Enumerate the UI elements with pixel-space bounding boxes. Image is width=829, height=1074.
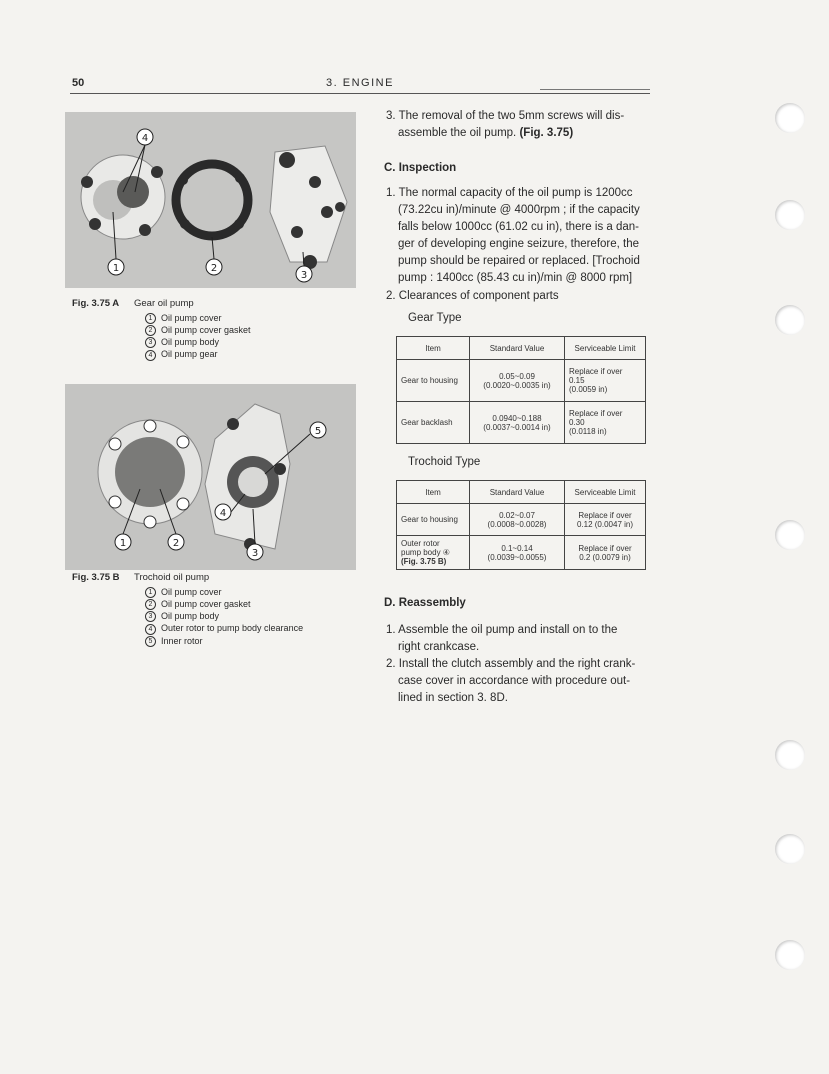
reassembly-paragraph-2: 2. Install the clutch assembly and the right crank- case cover in accordance with procedure out- lined in section 3. 8D. xyxy=(386,658,636,704)
table-row: Outer rotor pump body ④ (Fig. 3.75 B) 0.1~0.14 (0.0039~0.0055) Replace if over 0.2 (0.0079 in) xyxy=(397,536,646,570)
reassembly-heading: D. Reassembly xyxy=(384,597,466,609)
trochoid-type-label: Trochoid Type xyxy=(408,456,481,468)
fig-b-title: Trochoid oil pump xyxy=(134,572,210,583)
page-number: 50 xyxy=(72,77,85,89)
callout-1: 1 xyxy=(119,538,127,549)
binder-hole xyxy=(775,520,805,550)
trochoid-oil-pump-illustration xyxy=(65,384,356,570)
legend-item: 2 Oil pump cover gasket xyxy=(145,324,251,336)
legend-item: 2 Oil pump cover gasket xyxy=(145,598,303,610)
legend-item: 4 Oil pump gear xyxy=(145,348,251,360)
fig-a-label: Fig. 3.75 A xyxy=(72,298,120,309)
callout-3: 3 xyxy=(251,548,259,559)
callout-2: 2 xyxy=(172,538,180,549)
legend-item: 5 Inner rotor xyxy=(145,635,303,647)
fig-b-caption xyxy=(72,572,209,583)
binder-hole xyxy=(775,200,805,230)
fig-a-title: Gear oil pump xyxy=(134,298,194,309)
legend-item: 3 Oil pump body xyxy=(145,336,251,348)
gear-type-table: Item Standard Value Serviceable Limit Gear to housing 0.05~0.09 (0.0020~0.0035 in) Replace if over 0.15 (0.0059 in) Gear backlash 0.0940~0.188 (0.0037~0.0014 in) Replace if over 0.30 (0.0118 in) xyxy=(396,336,646,444)
table-row: Gear to housing 0.02~0.07 (0.0008~0.0028) Replace if over 0.12 (0.0047 in) xyxy=(397,504,646,536)
fig-b-legend xyxy=(145,586,303,647)
fig-a-caption xyxy=(72,298,194,309)
binder-hole xyxy=(775,834,805,864)
callout-2: 2 xyxy=(210,263,218,274)
inspection-paragraph-1: 1. The normal capacity of the oil pump is 1200cc (73.22cu in)/minute @ 4000rpm ; if the capacity falls below 1000cc (61.02 cu in), there is a dan- ger of developing engine seizure, therefore, the pump should be repaired or replaced. [Trochoid pump : 1400cc (85.43 cu in)/min @ 8000 rpm] xyxy=(386,187,640,284)
gear-type-label: Gear Type xyxy=(408,312,462,324)
callout-3: 3 xyxy=(300,270,308,281)
inspection-heading: C. Inspection xyxy=(384,162,457,174)
callout-4: 4 xyxy=(219,508,227,519)
callout-1: 1 xyxy=(112,263,120,274)
legend-item: 1 Oil pump cover xyxy=(145,586,303,598)
gear-oil-pump-illustration xyxy=(65,112,356,288)
binder-hole xyxy=(775,740,805,770)
legend-item: 1 Oil pump cover xyxy=(145,312,251,324)
trochoid-oil-pump-photo xyxy=(65,384,356,570)
section-title: 3. ENGINE xyxy=(326,77,394,89)
gear-oil-pump-photo xyxy=(65,112,356,288)
legend-item: 3 Oil pump body xyxy=(145,610,303,622)
binder-hole xyxy=(775,305,805,335)
fig-b-label: Fig. 3.75 B xyxy=(72,572,120,583)
binder-hole xyxy=(775,103,805,133)
fig-a-legend xyxy=(145,312,251,361)
trochoid-type-table: Item Standard Value Serviceable Limit Gear to housing 0.02~0.07 (0.0008~0.0028) Replace if over 0.12 (0.0047 in) Outer rotor pump body ④ (Fig. 3.75 B) 0.1~0.14 (0.0039~0.0055) Replace if over 0.2 (0.0079 in) xyxy=(396,480,646,570)
callout-4: 4 xyxy=(141,133,149,144)
table-row: Gear to housing 0.05~0.09 (0.0020~0.0035 in) Replace if over 0.15 (0.0059 in) xyxy=(397,360,646,402)
callout-5: 5 xyxy=(314,426,322,437)
header-rule-short xyxy=(540,89,650,90)
legend-item: 4 Outer rotor to pump body clearance xyxy=(145,622,303,634)
table-row: Gear backlash 0.0940~0.188 (0.0037~0.0014 in) Replace if over 0.30 (0.0118 in) xyxy=(397,402,646,444)
inspection-paragraph-2: 2. Clearances of component parts xyxy=(386,290,559,302)
step-3-removal: 3. The removal of the two 5mm screws will dis- assemble the oil pump. (Fig. 3.75) xyxy=(386,110,625,139)
binder-hole xyxy=(775,940,805,970)
header-rule xyxy=(70,93,650,94)
reassembly-paragraph-1: 1. Assemble the oil pump and install on to the right crankcase. xyxy=(386,624,618,653)
